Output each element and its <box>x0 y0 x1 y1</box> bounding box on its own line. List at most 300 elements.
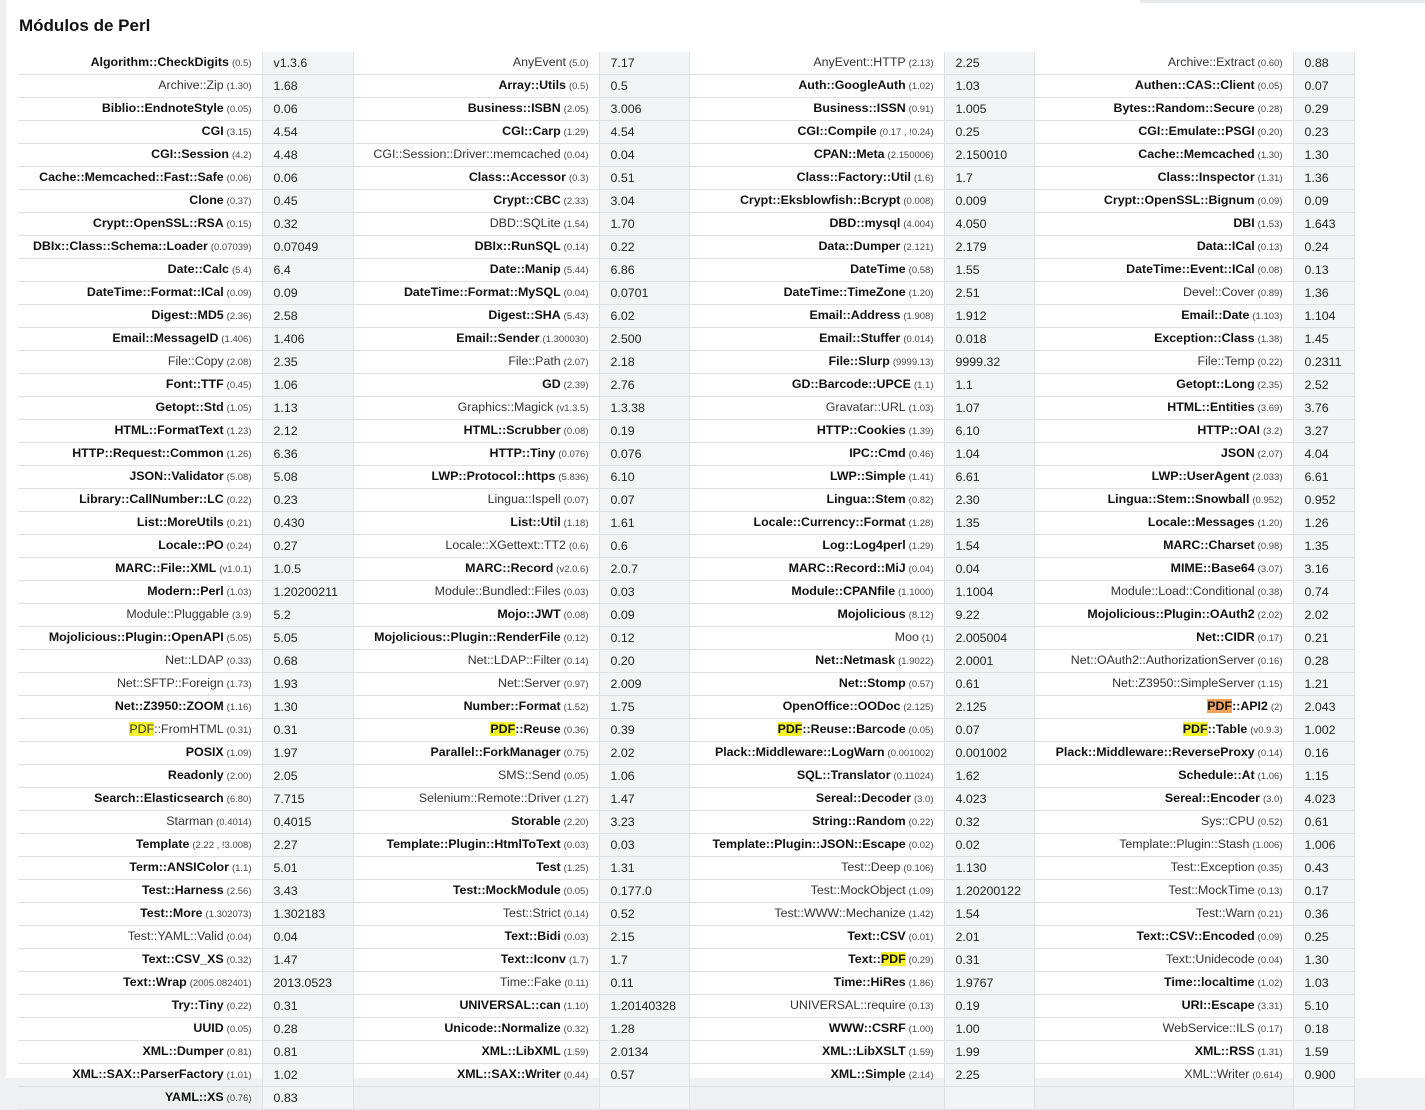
module-name: CPAN::Meta <box>813 147 885 161</box>
module-version-cell <box>599 696 689 719</box>
module-name: Module::CPANfile <box>791 584 896 598</box>
installed-version: 0.29 <box>1304 101 1329 116</box>
module-version-cell <box>944 926 1034 949</box>
required-version: (1.59) <box>908 1047 934 1058</box>
module-name-cell <box>689 282 944 305</box>
installed-version: 1.005 <box>955 101 987 116</box>
module-name-cell <box>18 98 262 121</box>
installed-version: 1.62 <box>955 768 980 783</box>
installed-version: 0.177.0 <box>610 883 652 898</box>
module-name-cell <box>353 1087 599 1110</box>
module-version-cell <box>1293 190 1354 213</box>
installed-version: 1.20200122 <box>955 883 1021 898</box>
module-version-cell <box>599 282 689 305</box>
module-version-cell <box>262 305 353 328</box>
module-version-cell <box>1293 1018 1354 1041</box>
module-name: File::Copy <box>167 354 224 368</box>
required-version: (0.04) <box>226 932 252 943</box>
table-row <box>18 282 1354 305</box>
module-name: Mojolicious <box>837 607 906 621</box>
module-version-cell <box>599 397 689 420</box>
required-version: (0.05) <box>226 1024 252 1035</box>
module-name-cell <box>353 995 599 1018</box>
module-name-cell <box>1034 1018 1293 1041</box>
modules-table-body <box>18 52 1354 1110</box>
table-row <box>18 650 1354 673</box>
module-name: CGI::Session::Driver::memcached <box>373 147 561 161</box>
module-name-cell <box>689 857 944 880</box>
installed-version: 0.5 <box>610 78 628 93</box>
module-name: GD <box>542 377 561 391</box>
module-version-cell <box>599 167 689 190</box>
module-version-cell <box>599 949 689 972</box>
module-name-cell <box>689 558 944 581</box>
installed-version: 9999.32 <box>955 354 1001 369</box>
module-version-cell <box>599 259 689 282</box>
installed-version: 0.4015 <box>273 814 312 829</box>
module-version-cell <box>1293 857 1354 880</box>
module-name-cell <box>1034 1041 1293 1064</box>
installed-version: 0.25 <box>1304 929 1329 944</box>
table-row <box>18 512 1354 535</box>
module-version-cell <box>262 834 353 857</box>
installed-version: 2.35 <box>273 354 298 369</box>
required-version: (0.106) <box>903 863 934 874</box>
module-name-cell <box>1034 558 1293 581</box>
required-version: (0.14) <box>563 242 589 253</box>
module-name: Test::Deep <box>841 860 901 874</box>
module-name-cell <box>18 489 262 512</box>
module-name-cell <box>18 121 262 144</box>
required-version: (2.121) <box>903 242 934 253</box>
installed-version: 0.22 <box>610 239 635 254</box>
module-name: Test::YAML::Valid <box>127 929 224 943</box>
table-row <box>18 995 1354 1018</box>
module-name: Clone <box>189 193 224 207</box>
module-name-part: ::FromHTML <box>154 722 224 736</box>
module-name-cell <box>353 719 599 742</box>
module-name-cell <box>353 52 599 75</box>
required-version: (1.52) <box>563 702 589 713</box>
installed-version: 0.43 <box>1304 860 1329 875</box>
module-name-cell <box>689 213 944 236</box>
installed-version: 1.70 <box>610 216 635 231</box>
installed-version: 0.81 <box>273 1044 298 1059</box>
module-name <box>129 722 223 736</box>
module-name: Time::localtime <box>1164 975 1255 989</box>
module-name: Data::ICal <box>1196 239 1255 253</box>
module-name-cell <box>689 512 944 535</box>
module-version-cell <box>944 1087 1034 1110</box>
required-version: (0.44) <box>563 1070 589 1081</box>
module-version-cell <box>944 397 1034 420</box>
installed-version: 1.61 <box>610 515 635 530</box>
module-version-cell <box>262 581 353 604</box>
table-row <box>18 742 1354 765</box>
module-name-cell <box>689 351 944 374</box>
module-version-cell <box>599 121 689 144</box>
required-version: (0.04) <box>563 288 589 299</box>
module-name-cell <box>689 604 944 627</box>
module-name-cell <box>18 765 262 788</box>
module-name-cell <box>1034 673 1293 696</box>
module-name: Schedule::At <box>1178 768 1255 782</box>
module-name-cell <box>353 811 599 834</box>
installed-version: 0.27 <box>273 538 298 553</box>
module-version-cell <box>944 995 1034 1018</box>
installed-version: 1.130 <box>955 860 987 875</box>
installed-version: 0.06 <box>273 101 298 116</box>
module-version-cell <box>1293 1041 1354 1064</box>
module-version-cell <box>262 351 353 374</box>
installed-version: 2.30 <box>955 492 980 507</box>
required-version: (0.5) <box>231 58 252 69</box>
required-version: (2.150006) <box>887 150 934 161</box>
module-name-cell <box>353 1041 599 1064</box>
module-name-cell <box>1034 880 1293 903</box>
installed-version: 1.99 <box>955 1044 980 1059</box>
module-version-cell <box>944 420 1034 443</box>
module-version-cell <box>1293 765 1354 788</box>
required-version: (0.12) <box>563 633 589 644</box>
module-version-cell <box>1293 167 1354 190</box>
module-version-cell <box>944 190 1034 213</box>
installed-version: 1.54 <box>955 906 980 921</box>
module-version-cell <box>1293 374 1354 397</box>
installed-version: 0.009 <box>955 193 987 208</box>
required-version: (5.0) <box>568 58 589 69</box>
module-name-cell <box>353 328 599 351</box>
installed-version: 0.18 <box>1304 1021 1329 1036</box>
table-row <box>18 535 1354 558</box>
module-name-cell <box>1034 811 1293 834</box>
module-name: Template::Plugin::HtmlToText <box>386 837 561 851</box>
module-version-cell <box>599 765 689 788</box>
module-version-cell <box>944 1018 1034 1041</box>
required-version: (9999.13) <box>892 357 934 368</box>
module-name: MARC::File::XML <box>115 561 217 575</box>
required-version: (1.1) <box>231 863 252 874</box>
module-version-cell <box>1293 627 1354 650</box>
module-version-cell <box>1293 995 1354 1018</box>
module-version-cell <box>1293 696 1354 719</box>
required-version: (6.80) <box>226 794 252 805</box>
installed-version: 0.17 <box>1304 883 1329 898</box>
installed-version: 4.050 <box>955 216 987 231</box>
installed-version: 1.93 <box>273 676 298 691</box>
installed-version: 2.01 <box>955 929 980 944</box>
module-name-cell <box>353 466 599 489</box>
module-name-cell <box>1034 995 1293 1018</box>
module-name: Text::CSV::Encoded <box>1136 929 1255 943</box>
module-name-cell <box>1034 52 1293 75</box>
module-name-cell <box>18 880 262 903</box>
installed-version: 2.76 <box>610 377 635 392</box>
module-name-cell <box>353 259 599 282</box>
module-name-cell <box>689 144 944 167</box>
module-version-cell <box>1293 811 1354 834</box>
module-name: SMS::Send <box>497 768 561 782</box>
module-name: Mojolicious::Plugin::RenderFile <box>374 630 561 644</box>
required-version: (0.16) <box>1257 656 1283 667</box>
module-name-cell <box>689 834 944 857</box>
module-name-cell <box>18 627 262 650</box>
installed-version: 0.23 <box>1304 124 1329 139</box>
module-version-cell <box>1293 213 1354 236</box>
installed-version: 0.001002 <box>955 745 1008 760</box>
module-version-cell <box>599 144 689 167</box>
module-name-cell <box>18 995 262 1018</box>
installed-version: 6.61 <box>1304 469 1329 484</box>
module-name-cell <box>353 581 599 604</box>
required-version: (0.04) <box>1257 955 1283 966</box>
module-name-cell <box>689 443 944 466</box>
installed-version: 2.52 <box>1304 377 1329 392</box>
required-version: (0.24) <box>226 541 252 552</box>
module-version-cell <box>1293 535 1354 558</box>
module-name: Net::SFTP::Foreign <box>116 676 224 690</box>
module-name: XML::SAX::Writer <box>456 1067 561 1081</box>
module-name: Term::ANSIColor <box>129 860 229 874</box>
module-name: URI::Escape <box>1181 998 1255 1012</box>
installed-version: 0.09 <box>1304 193 1329 208</box>
installed-version: 0.076 <box>610 446 642 461</box>
module-name <box>1207 699 1268 713</box>
required-version: (0.98) <box>1257 541 1283 552</box>
required-version: (1.16) <box>226 702 252 713</box>
installed-version: 0.21 <box>1304 630 1329 645</box>
required-version: (1.9022) <box>898 656 934 667</box>
module-name-cell <box>18 696 262 719</box>
required-version: (0.14) <box>1257 748 1283 759</box>
module-version-cell <box>1293 466 1354 489</box>
module-name-cell <box>1034 75 1293 98</box>
required-version: (0.3) <box>568 173 589 184</box>
module-version-cell <box>262 535 353 558</box>
module-version-cell <box>1293 397 1354 420</box>
module-name: File::Path <box>508 354 561 368</box>
installed-version: 1.31 <box>610 860 635 875</box>
required-version: (0.17) <box>1257 1024 1283 1035</box>
installed-version: 0.16 <box>1304 745 1329 760</box>
installed-version: 0.13 <box>1304 262 1329 277</box>
module-name: Template::Plugin::JSON::Escape <box>712 837 906 851</box>
module-name: Module::Pluggable <box>126 607 229 621</box>
module-name: Template::Plugin::Stash <box>1119 837 1250 851</box>
installed-version: 2.12 <box>273 423 298 438</box>
module-name-cell <box>1034 397 1293 420</box>
module-name: CGI::Session <box>151 147 229 161</box>
required-version: (0.02) <box>908 840 934 851</box>
module-name: Locale::PO <box>158 538 224 552</box>
module-name-cell <box>689 995 944 1018</box>
module-name-cell <box>1034 926 1293 949</box>
module-version-cell <box>262 903 353 926</box>
module-name: Starman <box>166 814 214 828</box>
module-name: HTML::Entities <box>1167 400 1255 414</box>
module-name-cell <box>689 949 944 972</box>
module-name-cell <box>18 52 262 75</box>
installed-version: 1.75 <box>610 699 635 714</box>
required-version: (0.14) <box>563 909 589 920</box>
required-version: (2.14) <box>908 1070 934 1081</box>
module-name-cell <box>353 788 599 811</box>
required-version: (1.20) <box>908 288 934 299</box>
module-name-cell <box>1034 1064 1293 1087</box>
required-version: (3.15) <box>226 127 252 138</box>
module-version-cell <box>1293 604 1354 627</box>
table-row <box>18 880 1354 903</box>
module-version-cell <box>944 558 1034 581</box>
module-name: HTML::FormatText <box>114 423 224 437</box>
module-version-cell <box>944 765 1034 788</box>
required-version: (1) <box>921 633 934 644</box>
module-name-cell <box>353 98 599 121</box>
installed-version: 1.03 <box>955 78 980 93</box>
module-version-cell <box>1293 328 1354 351</box>
module-version-cell <box>944 374 1034 397</box>
required-version: (0.014) <box>903 334 934 345</box>
module-name: Module::Load::Conditional <box>1110 584 1255 598</box>
installed-version: 0.68 <box>273 653 298 668</box>
module-name: MARC::Charset <box>1163 538 1255 552</box>
module-version-cell <box>944 282 1034 305</box>
module-version-cell <box>944 144 1034 167</box>
table-row <box>18 144 1354 167</box>
required-version: (1.38) <box>1257 334 1283 345</box>
installed-version: 1.7 <box>610 952 628 967</box>
module-name-cell <box>1034 949 1293 972</box>
module-version-cell <box>944 351 1034 374</box>
required-version: (1.406) <box>221 334 252 345</box>
installed-version: 9.22 <box>955 607 980 622</box>
installed-version: 6.10 <box>955 423 980 438</box>
module-name-cell <box>1034 604 1293 627</box>
required-version: (3.9) <box>231 610 252 621</box>
module-version-cell <box>262 466 353 489</box>
search-highlight: PDF <box>1182 722 1208 736</box>
installed-version: 0.0701 <box>610 285 649 300</box>
required-version: (1.00) <box>908 1024 934 1035</box>
table-row <box>18 604 1354 627</box>
required-version: (1.908) <box>903 311 934 322</box>
required-version: (1.300030) <box>542 334 589 345</box>
required-version: (2.22 , !3.008) <box>192 840 252 851</box>
required-version: (5.08) <box>226 472 252 483</box>
module-version-cell <box>944 443 1034 466</box>
module-version-cell <box>1293 305 1354 328</box>
module-version-cell <box>262 443 353 466</box>
search-highlight: PDF <box>880 952 906 966</box>
required-version: (5.4) <box>231 265 252 276</box>
module-version-cell <box>262 765 353 788</box>
installed-version: 1.97 <box>273 745 298 760</box>
module-name-cell <box>689 305 944 328</box>
module-name-cell <box>353 857 599 880</box>
required-version: (0.33) <box>226 656 252 667</box>
module-name: Template <box>135 837 190 851</box>
module-name: Email::MessageID <box>112 331 219 345</box>
module-name-cell <box>18 949 262 972</box>
module-name: HTTP::Cookies <box>816 423 906 437</box>
module-name: AnyEvent <box>512 55 566 69</box>
module-version-cell <box>262 995 353 1018</box>
installed-version: 7.715 <box>273 791 305 806</box>
required-version: (1.7) <box>568 955 589 966</box>
module-version-cell <box>944 742 1034 765</box>
required-version: (0.03) <box>563 932 589 943</box>
installed-version: 1.04 <box>955 446 980 461</box>
module-name-cell <box>689 397 944 420</box>
module-name-cell <box>353 282 599 305</box>
module-name-cell <box>1034 236 1293 259</box>
module-name-cell <box>353 236 599 259</box>
required-version: (0.15) <box>226 219 252 230</box>
module-version-cell <box>599 811 689 834</box>
module-version-cell <box>1293 351 1354 374</box>
module-name-cell <box>1034 121 1293 144</box>
required-version: (0.5) <box>568 81 589 92</box>
installed-version: 2.25 <box>955 55 980 70</box>
required-version: (1.20) <box>1257 518 1283 529</box>
module-name: Digest::MD5 <box>151 308 224 322</box>
installed-version: 6.02 <box>610 308 635 323</box>
module-name-cell <box>18 581 262 604</box>
module-name: UNIVERSAL::require <box>789 998 906 1012</box>
module-version-cell <box>944 259 1034 282</box>
module-name: XML::SAX::ParserFactory <box>72 1067 224 1081</box>
installed-version: 0.20 <box>610 653 635 668</box>
module-name-cell <box>18 857 262 880</box>
module-name: Crypt::OpenSSL::Bignum <box>1103 193 1255 207</box>
required-version: (0.52) <box>1257 817 1283 828</box>
module-name: Archive::Extract <box>1167 55 1255 69</box>
module-name: Locale::Messages <box>1147 515 1255 529</box>
module-name: AnyEvent::HTTP <box>813 55 906 69</box>
installed-version: 0.52 <box>610 906 635 921</box>
module-name: Archive::Zip <box>158 78 224 92</box>
required-version: (0.35) <box>1257 863 1283 874</box>
module-name <box>1183 722 1248 736</box>
module-name: Cache::Memcached <box>1138 147 1255 161</box>
installed-version: 0.31 <box>273 722 298 737</box>
module-name-cell <box>353 305 599 328</box>
module-name: Test::WWW::Mechanize <box>774 906 906 920</box>
table-row <box>18 696 1354 719</box>
required-version: (0.076) <box>558 449 589 460</box>
module-name-cell <box>18 466 262 489</box>
module-name: Bytes::Random::Secure <box>1113 101 1255 115</box>
module-name: Net::LDAP <box>165 653 224 667</box>
module-name: Log::Log4perl <box>822 538 906 552</box>
installed-version: 0.61 <box>955 676 980 691</box>
module-name-cell <box>689 236 944 259</box>
module-name: Business::ISBN <box>467 101 561 115</box>
module-name-cell <box>689 673 944 696</box>
module-name-cell <box>689 52 944 75</box>
module-name: Time::HiRes <box>833 975 906 989</box>
module-name: Parallel::ForkManager <box>430 745 561 759</box>
table-row <box>18 765 1354 788</box>
table-row <box>18 788 1354 811</box>
installed-version: 0.07049 <box>273 239 319 254</box>
required-version: (v0.9.3) <box>1250 725 1283 736</box>
required-version: (0.09) <box>1257 932 1283 943</box>
module-version-cell <box>262 282 353 305</box>
installed-version: 0.04 <box>273 929 298 944</box>
required-version: (0.09) <box>226 288 252 299</box>
module-name: Email::Date <box>1181 308 1250 322</box>
